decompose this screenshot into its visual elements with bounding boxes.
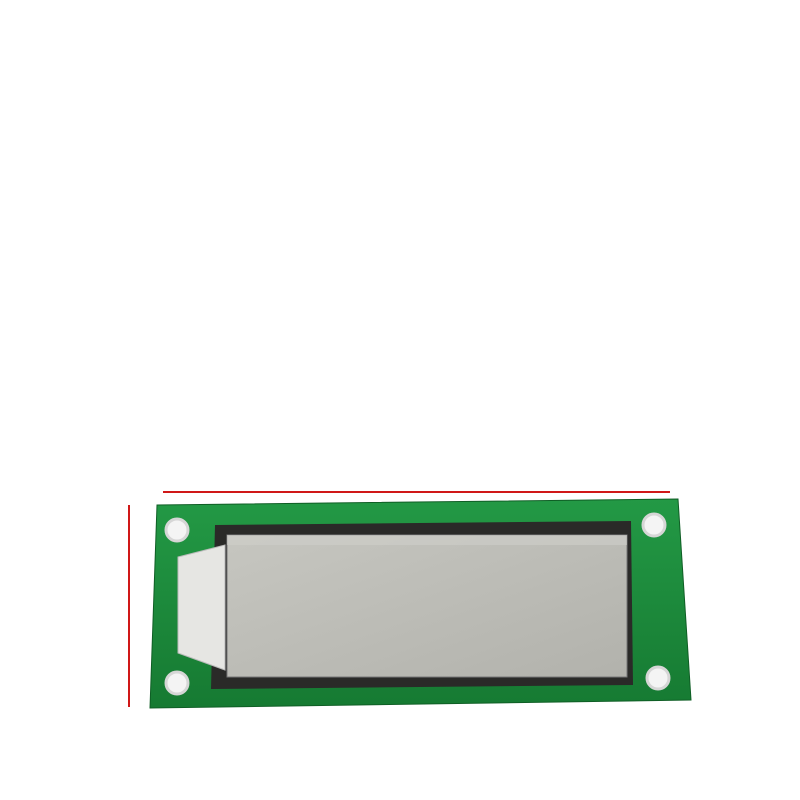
mounting-hole: [647, 667, 669, 689]
lcd-glass-edge: [178, 545, 225, 670]
width-dimension-line: [163, 491, 670, 493]
mounting-hole: [166, 672, 188, 694]
lcd-module-photo: [145, 495, 720, 720]
mounting-hole: [643, 514, 665, 536]
mounting-hole: [166, 519, 188, 541]
lcd-screen: [227, 535, 627, 677]
product-description: [48, 54, 788, 67]
height-dimension-line: [128, 505, 130, 707]
